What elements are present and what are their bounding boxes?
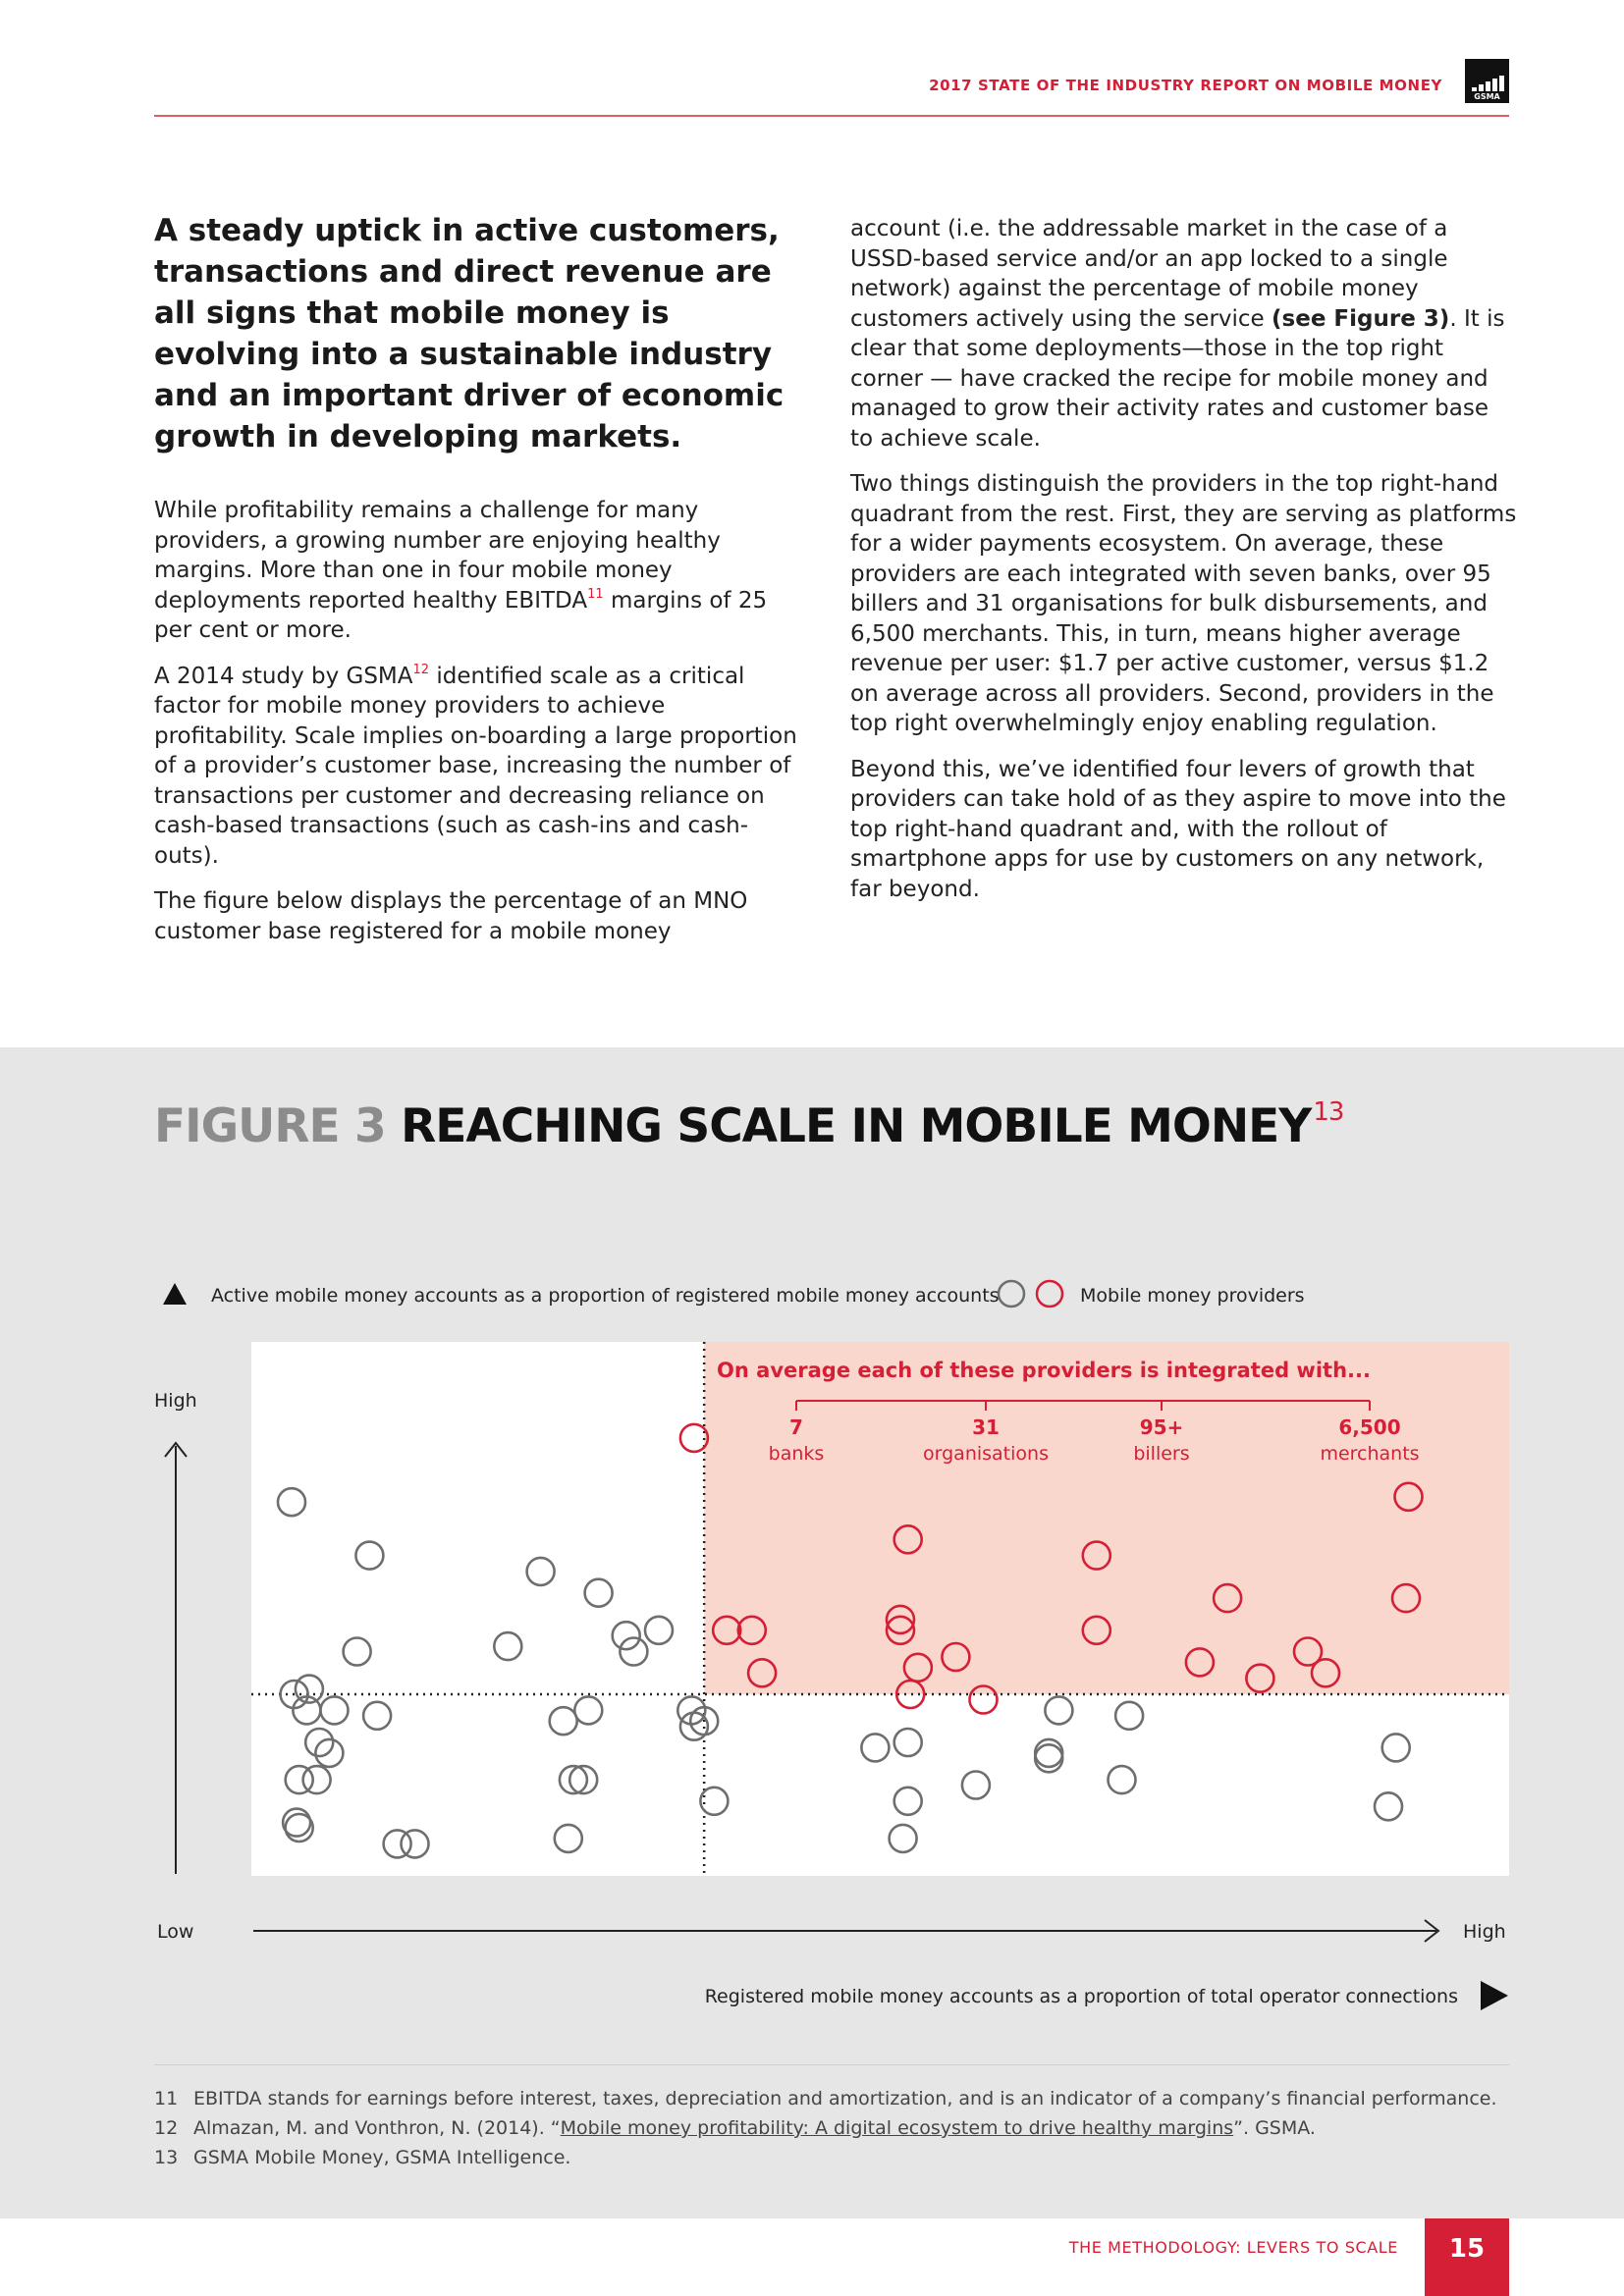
stat-value: 31 [972,1415,1000,1439]
stat-label: organisations [923,1443,1049,1465]
footnote-ref[interactable]: 11 [587,586,604,602]
running-header: 2017 STATE OF THE INDUSTRY REPORT ON MOBILE MONEY [929,77,1442,94]
legend-providers-label: Mobile money providers [1080,1285,1305,1307]
paragraph: Two things distinguish the providers in the top right-hand quadrant from the rest. First, they are serving as platforms for a wider payments ecosystem. On average, these providers are each integrated with seven banks, over 95 billers and 31 organisations for bulk disbursements, and 6,500 merchants. This, in turn, means higher average revenue per user: $1.7 per active customer, versus $1.2 on average across all providers. Second, providers in the top right overwhelmingly enjoy enabling regulation. [850,471,1517,736]
paragraph: The figure below displays the percentage of an MNO customer base registered for a mobile money [154,888,748,944]
lead-paragraph: A steady uptick in active customers, transactions and direct revenue are all signs that mobile money is evolving into a sustainable industry and an important driver of economic growth in developing markets. [154,213,785,454]
stat-label: billers [1133,1443,1190,1465]
footnote-ref[interactable]: 13 [1313,1097,1344,1127]
footer-section: THE METHODOLOGY: LEVERS TO SCALE [1068,2238,1398,2257]
y-axis-high-label: High [154,1390,197,1412]
stat-label: banks [768,1443,825,1465]
figure-name: REACHING SCALE IN MOBILE MONEY [401,1099,1312,1153]
paragraph: A 2014 study by GSMA$^{12}$ identified scale as a critical factor for mobile money providers to achieve profitability. Scale implies on-boarding a large proportion of a provider’s customer base, increasing the number of transactions per customer and decreasing reliance on cash-based transactions (such as cash-ins and cash-outs). [154,662,797,869]
figure-reference: (see Figure 3) [1272,305,1450,332]
legend-red-circle-icon [1037,1281,1062,1307]
legend-grey-circle-icon [999,1281,1024,1307]
footnote-12: 12 Almazan, M. and Vonthron, N. (2014). “Mobile money profitability: A digital ecosystem to drive healthy margins”. GSMA. [154,2117,1316,2139]
footnote-rule [154,2064,1509,2065]
paragraph: account (i.e. the addressable market in the case of a USSD-based service and/or an app locked to a single network) against the percentage of mobile money customers actively using the service (see Figure 3). It is clear that some deployments—those in the top right corner — have cracked the recipe for mobile money and managed to grow their activity rates and customer base to achieve scale. [850,216,1505,452]
footnote-13: 13 GSMA Mobile Money, GSMA Intelligence. [154,2147,571,2168]
triangle-right-icon [1481,1981,1508,2010]
paragraph: Beyond this, we’ve identified four levers of growth that providers can take hold of as they aspire to move into the top right-hand quadrant and, with the rollout of smartphone apps for use by customers on any network, far beyond. [850,756,1506,902]
triangle-up-icon [163,1283,187,1305]
callout-text: On average each of these providers is integrated with... [717,1359,1371,1382]
footnote-11: 11 EBITDA stands for earnings before interest, taxes, depreciation and amortization, and is an indicator of a company’s financial performance. [154,2088,1497,2109]
legend-y-label: Active mobile money accounts as a proportion of registered mobile money accounts [211,1285,1000,1307]
x-axis-low-label: Low [157,1921,194,1943]
stat-value: 7 [789,1415,803,1439]
page-number: 15 [1425,2218,1509,2296]
top-right-quadrant [704,1342,1509,1694]
x-axis-title: Registered mobile money accounts as a proportion of total operator connections [704,1986,1458,2007]
stat-label: merchants [1320,1443,1420,1465]
x-axis-high-label: High [1463,1921,1506,1943]
footnote-link[interactable]: Mobile money profitability: A digital ecosystem to drive healthy margins [560,2117,1234,2139]
figure-number: FIGURE 3 [154,1099,386,1153]
stat-value: 95+ [1139,1415,1184,1439]
logo-label: GSMA [1474,92,1500,101]
footnote-ref[interactable]: 12 [412,662,430,677]
stat-value: 6,500 [1338,1415,1401,1439]
paragraph: While profitability remains a challenge for many providers, a growing number are enjoying healthy margins. More than one in four mobile money deployments reported healthy EBITDA$^{11}$ margins of 25 per cent or more. [154,498,768,643]
